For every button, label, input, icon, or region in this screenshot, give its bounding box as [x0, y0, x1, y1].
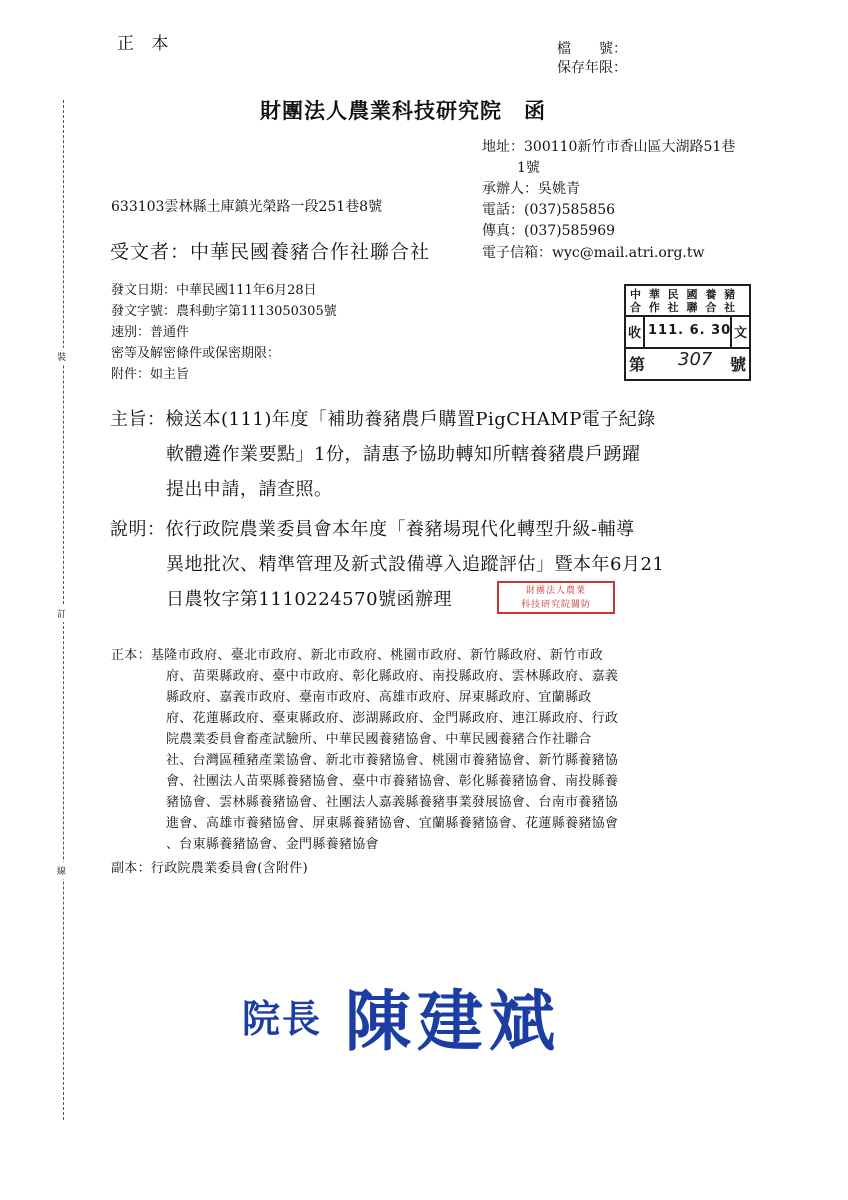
- distribution-line: 、台東縣養豬協會、金門縣養豬協會: [166, 837, 379, 852]
- secrecy-level: 密等及解密條件或保密期限：: [111, 346, 281, 361]
- carbon-copy: 副本：行政院農業委員會(含附件): [111, 861, 308, 876]
- distribution-line: 豬協會、雲林縣養豬協會、社團法人嘉義縣養豬事業發展協會、台南市養豬協: [166, 795, 619, 810]
- attachment: 附件：如主旨: [111, 367, 190, 382]
- stamp-number: 307: [678, 349, 713, 370]
- stamp-received: 收: [628, 326, 642, 341]
- recipient-address: 633103雲林縣土庫鎮光榮路一段251巷8號: [111, 199, 383, 215]
- distribution-line: 進會、高雄市養豬協會、屏東縣養豬協會、宜蘭縣養豬協會、花蓮縣養豬協會: [166, 816, 619, 831]
- signature-title: 院長: [242, 996, 323, 1041]
- explanation-line2: 異地批次、精準管理及新式設備導入追蹤評估」暨本年6月21: [166, 554, 665, 575]
- distribution-line: 府、花蓮縣政府、臺東縣政府、澎湖縣政府、金門縣政府、連江縣政府、行政: [166, 711, 619, 726]
- signature-name: 陳建斌: [345, 982, 561, 1060]
- copy-type-label: 正 本: [117, 34, 175, 54]
- sender-address-line1: 地址：300110新竹市香山區大湖路51巷: [482, 139, 736, 155]
- document-number: 發文字號：農科動字第1113050305號: [111, 304, 337, 319]
- sender-address-line2: 1號: [517, 160, 540, 176]
- stamp-org-line1: 中 華 民 國 養 豬: [630, 288, 738, 301]
- subject-line3: 提出申請，請查照。: [166, 479, 333, 500]
- distribution-line: 會、社團法人苗栗縣養豬協會、臺中市養豬協會、彰化縣養豬協會、南投縣養: [166, 774, 619, 789]
- distribution-line: 正本：基隆市政府、臺北市政府、新北市政府、桃園市政府、新竹縣政府、新竹市政: [111, 648, 604, 663]
- recipient: 受文者：中華民國養豬合作社聯合社: [110, 241, 431, 263]
- stamp-wen: 文: [733, 326, 747, 341]
- stamp-org-line2: 合 作 社 聯 合 社: [630, 301, 738, 314]
- document-title: 財團法人農業科技研究院 函: [260, 98, 546, 123]
- subject-line2: 軟體遴作業要點」1份，請惠予協助轉知所轄養豬農戶踴躍: [166, 444, 641, 465]
- explanation-line1: 說明：依行政院農業委員會本年度「養豬場現代化轉型升級-輔導: [110, 519, 635, 540]
- stamp-hao: 號: [729, 355, 746, 374]
- distribution-line: 縣政府、嘉義市政府、臺南市政府、高雄市政府、屏東縣政府、宜蘭縣政: [166, 690, 592, 705]
- subject-line1: 主旨：檢送本(111)年度「補助養豬農戶購置PigCHAMP電子紀錄: [110, 409, 656, 430]
- stamp-date: 111. 6. 30: [648, 323, 732, 338]
- seal-line2: 科技研究院關防: [520, 600, 591, 610]
- retention-label: 保存年限：: [557, 60, 627, 76]
- official-seal: [497, 581, 615, 614]
- explanation-line3: 日農牧字第1110224570號函辦理: [166, 589, 453, 610]
- stamp-di: 第: [629, 355, 646, 374]
- email: 電子信箱：wyc@mail.atri.org.tw: [482, 245, 705, 261]
- speed-class: 速別：普通件: [111, 325, 190, 340]
- handler: 承辦人：吳姚青: [482, 181, 580, 197]
- seal-line1: 財團法人農業: [525, 586, 586, 596]
- issue-date: 發文日期：中華民國111年6月28日: [111, 283, 317, 298]
- binding-mark-ding: 訂: [57, 605, 66, 622]
- binding-mark-xian: 線: [57, 862, 66, 879]
- binding-mark-zhuang: 裝: [57, 348, 66, 365]
- distribution-line: 社、台灣區種豬產業協會、新北市養豬協會、桃園市養豬協會、新竹縣養豬協: [166, 753, 619, 768]
- phone: 電話：(037)585856: [482, 202, 616, 218]
- distribution-line: 府、苗栗縣政府、臺中市政府、彰化縣政府、南投縣政府、雲林縣政府、嘉義: [166, 669, 619, 684]
- distribution-line: 院農業委員會畜產試驗所、中華民國養豬協會、中華民國養豬合作社聯合: [166, 732, 592, 747]
- received-stamp: [624, 284, 751, 381]
- file-number-label: 檔 號：: [557, 41, 627, 57]
- fax: 傳真：(037)585969: [482, 223, 616, 239]
